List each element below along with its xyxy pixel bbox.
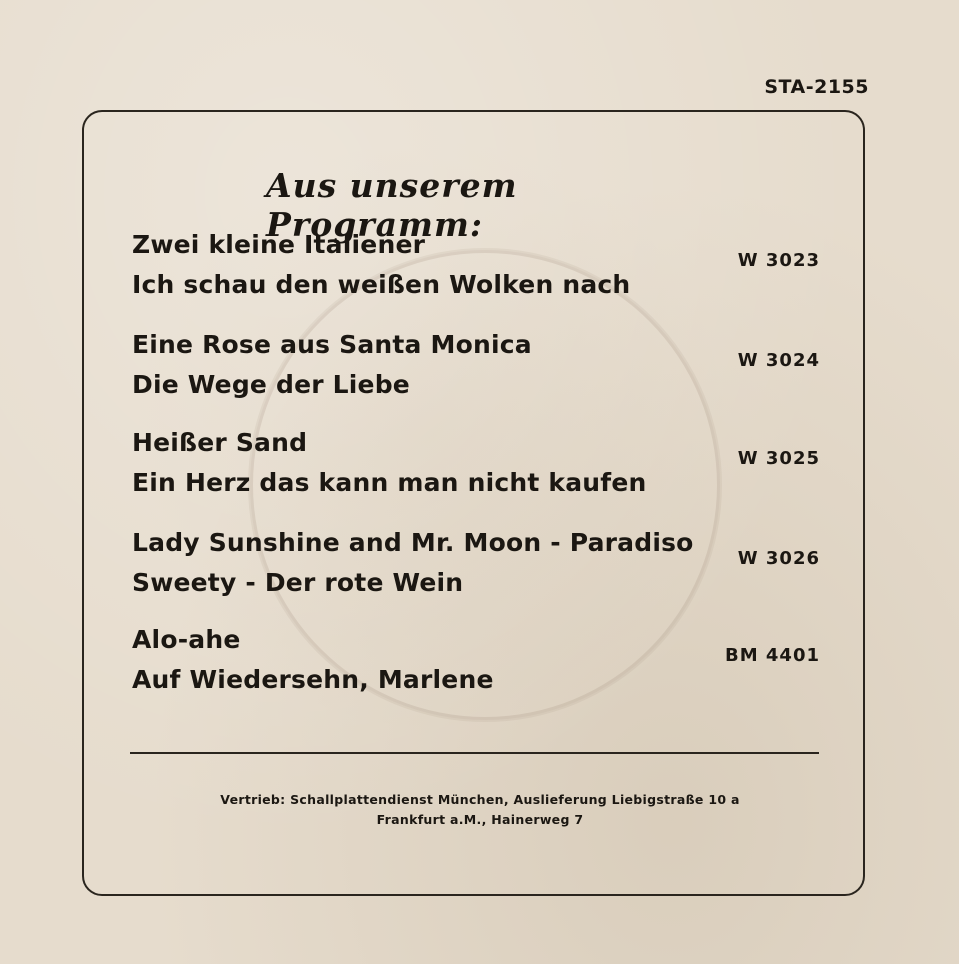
song-title: Eine Rose aus Santa Monica <box>132 330 532 359</box>
song-title: Ein Herz das kann man nicht kaufen <box>132 468 647 497</box>
song-title: Ich schau den weißen Wolken nach <box>132 270 631 299</box>
song-title: Heißer Sand <box>132 428 308 457</box>
song-title: Alo-ahe <box>132 625 241 654</box>
song-title: Sweety - Der rote Wein <box>132 568 464 597</box>
list-item <box>132 625 832 715</box>
list-item <box>132 428 832 518</box>
distributor-line: Vertrieb: Schallplattendienst München, Auslieferung Liebigstraße 10 a <box>220 792 740 807</box>
record-code: W 3023 <box>737 250 820 271</box>
song-title: Auf Wiedersehn, Marlene <box>132 665 494 694</box>
song-title: Lady Sunshine and Mr. Moon - Paradiso <box>132 528 694 557</box>
catalog-number: STA-2155 <box>764 76 869 98</box>
song-title: Zwei kleine Italiener <box>132 230 426 259</box>
program-heading: Aus unserem Programm: <box>266 166 518 244</box>
divider-line <box>130 752 819 754</box>
address-line: Frankfurt a.M., Hainerweg 7 <box>376 812 584 827</box>
record-code: BM 4401 <box>725 645 820 666</box>
list-item <box>132 528 832 618</box>
list-item <box>132 330 832 420</box>
record-code: W 3024 <box>737 350 820 371</box>
record-code: W 3025 <box>737 448 820 469</box>
record-code: W 3026 <box>737 548 820 569</box>
song-title: Die Wege der Liebe <box>132 370 410 399</box>
list-item <box>132 230 832 320</box>
